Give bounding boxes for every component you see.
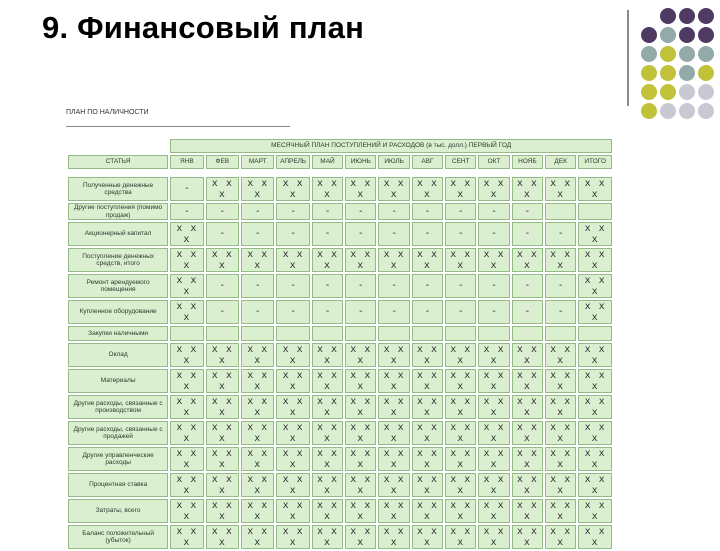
table-cell: x x x xyxy=(445,177,476,201)
row-label: Другие поступления (помимо продаж) xyxy=(68,203,168,220)
table-cell: - xyxy=(312,222,343,246)
table-cell: x x x xyxy=(206,248,239,272)
table-row xyxy=(68,300,612,324)
table-cell: x x x xyxy=(276,177,309,201)
decor-dot xyxy=(679,27,695,43)
table-cell: x x x xyxy=(170,499,203,523)
table-cell: x x x xyxy=(276,525,309,549)
table-row xyxy=(68,421,612,445)
table-cell: - xyxy=(512,300,543,324)
table-cell: x x x xyxy=(170,248,203,272)
table-cell: x x x xyxy=(445,395,476,419)
table-cell xyxy=(378,326,409,341)
table-cell: x x x xyxy=(512,395,543,419)
table-cell: x x x xyxy=(170,473,203,497)
table-cell: x x x xyxy=(378,525,409,549)
table-cell: - xyxy=(478,274,509,298)
table-cell xyxy=(545,203,576,220)
table-cell: - xyxy=(378,300,409,324)
decor-dot xyxy=(698,103,714,119)
caption-underline xyxy=(66,126,290,127)
table-cell: x x x xyxy=(378,421,409,445)
decor-dot xyxy=(698,65,714,81)
decor-dot xyxy=(660,27,676,43)
table-cell: x x x xyxy=(378,369,409,393)
row-label: Другие расходы, связанные с производством xyxy=(68,395,168,419)
table-cell: x x x xyxy=(312,473,343,497)
table-cell: - xyxy=(241,222,274,246)
row-label: Процентная ставка xyxy=(68,473,168,497)
table-row xyxy=(68,222,612,246)
table-cell: - xyxy=(312,274,343,298)
table-cell: x x x xyxy=(445,343,476,367)
table-cell: x x x xyxy=(578,177,612,201)
table-cell: x x x xyxy=(345,343,376,367)
table-cell xyxy=(512,326,543,341)
decor-dot xyxy=(660,84,676,100)
table-cell: x x x xyxy=(276,395,309,419)
table-cell: x x x xyxy=(276,421,309,445)
table-cell xyxy=(578,203,612,220)
table-cell: x x x xyxy=(206,525,239,549)
table-cell: x x x xyxy=(241,447,274,471)
table-cell: x x x xyxy=(276,499,309,523)
row-label: Другие расходы, связанные с продажей xyxy=(68,421,168,445)
table-cell: x x x xyxy=(512,473,543,497)
table-cell: x x x xyxy=(412,499,443,523)
column-header: СТАТЬЯ xyxy=(68,155,168,169)
decor-dot xyxy=(660,46,676,62)
table-cell xyxy=(276,326,309,341)
table-cell: - xyxy=(545,274,576,298)
table-cell xyxy=(312,326,343,341)
decor-dot xyxy=(641,65,657,81)
table-cell: x x x xyxy=(378,177,409,201)
table-cell: x x x xyxy=(241,473,274,497)
table-cell: x x x xyxy=(206,473,239,497)
table-cell: x x x xyxy=(412,177,443,201)
table-cell: x x x xyxy=(578,300,612,324)
table-cell: x x x xyxy=(312,248,343,272)
table-cell: - xyxy=(206,203,239,220)
table-cell: - xyxy=(345,222,376,246)
table-row xyxy=(68,369,612,393)
table-cell: x x x xyxy=(545,525,576,549)
table-cell: x x x xyxy=(545,395,576,419)
decor-dot xyxy=(679,46,695,62)
table-cell: x x x xyxy=(412,447,443,471)
table-cell: x x x xyxy=(512,499,543,523)
table-cell: x x x xyxy=(312,499,343,523)
table-cell: - xyxy=(276,222,309,246)
table-cell: x x x xyxy=(578,222,612,246)
table-cell: - xyxy=(276,300,309,324)
table-row xyxy=(68,203,612,220)
table-cell: - xyxy=(378,222,409,246)
table-cell: - xyxy=(170,177,203,201)
table-cell: x x x xyxy=(412,343,443,367)
table-cell: - xyxy=(241,203,274,220)
table-cell: x x x xyxy=(412,369,443,393)
decor-dot xyxy=(698,46,714,62)
table-cell: - xyxy=(378,203,409,220)
table-cell: x x x xyxy=(478,343,509,367)
table-cell: x x x xyxy=(170,343,203,367)
column-header: ИЮНЬ xyxy=(345,155,376,169)
table-cell: x x x xyxy=(345,395,376,419)
table-cell: - xyxy=(478,203,509,220)
table-cell: x x x xyxy=(545,499,576,523)
table-cell: - xyxy=(345,203,376,220)
decor-dot xyxy=(679,103,695,119)
table-cell: - xyxy=(241,300,274,324)
table-spacer xyxy=(68,171,612,175)
table-cell: x x x xyxy=(445,447,476,471)
table-cell: - xyxy=(412,300,443,324)
table-cell: x x x xyxy=(578,248,612,272)
table-row xyxy=(68,525,612,549)
table-cell: x x x xyxy=(170,300,203,324)
table-cell: x x x xyxy=(312,177,343,201)
table-cell: x x x xyxy=(478,421,509,445)
table-cell: x x x xyxy=(578,274,612,298)
table-cell: x x x xyxy=(276,473,309,497)
table-row xyxy=(68,447,612,471)
table-cell: x x x xyxy=(478,499,509,523)
table-cell: x x x xyxy=(445,499,476,523)
table-cell: - xyxy=(345,300,376,324)
table-super-header: МЕСЯЧНЫЙ ПЛАН ПОСТУПЛЕНИЙ И РАСХОДОВ (в тыс. долл.) ПЕРВЫЙ ГОД xyxy=(170,139,612,153)
decor-dot xyxy=(641,103,657,119)
table-cell: - xyxy=(241,274,274,298)
table-cell: - xyxy=(512,203,543,220)
table-cell: x x x xyxy=(578,343,612,367)
table-cell: x x x xyxy=(578,525,612,549)
table-cell: - xyxy=(312,300,343,324)
table-cell: x x x xyxy=(545,447,576,471)
table-cell: x x x xyxy=(312,525,343,549)
table-cell: - xyxy=(478,222,509,246)
table-cell: x x x xyxy=(345,421,376,445)
table-cell: x x x xyxy=(545,177,576,201)
table-cell: - xyxy=(312,203,343,220)
table-cell: - xyxy=(412,203,443,220)
decor-dot xyxy=(698,8,714,24)
table-cell: - xyxy=(545,222,576,246)
table-cell: x x x xyxy=(512,525,543,549)
decor-dot xyxy=(679,65,695,81)
table-cell: x x x xyxy=(412,248,443,272)
table-cell: - xyxy=(445,300,476,324)
table-cell: x x x xyxy=(578,421,612,445)
table-cell xyxy=(578,326,612,341)
table-cell: x x x xyxy=(412,525,443,549)
table-cell: x x x xyxy=(241,395,274,419)
table-cell: x x x xyxy=(412,421,443,445)
table-cell: - xyxy=(445,203,476,220)
table-row xyxy=(68,326,612,341)
table-cell: x x x xyxy=(478,395,509,419)
table-cell: x x x xyxy=(545,473,576,497)
slide-title: 9. Финансовый план xyxy=(42,10,365,45)
table-cell: x x x xyxy=(512,369,543,393)
table-cell: x x x xyxy=(345,525,376,549)
table-row xyxy=(68,248,612,272)
table-cell: x x x xyxy=(345,248,376,272)
table-cell: x x x xyxy=(478,177,509,201)
table-cell xyxy=(545,326,576,341)
table-cell: x x x xyxy=(545,421,576,445)
table-cell: - xyxy=(512,274,543,298)
column-header: ФЕВ xyxy=(206,155,239,169)
decor-dot xyxy=(641,27,657,43)
table-cell: x x x xyxy=(345,177,376,201)
table-cell: x x x xyxy=(578,499,612,523)
table-caption: ПЛАН ПО НАЛИЧНОСТИ xyxy=(66,109,149,116)
table-cell: x x x xyxy=(578,473,612,497)
column-header: АПРЕЛЬ xyxy=(276,155,309,169)
table-cell: - xyxy=(412,222,443,246)
table-cell: x x x xyxy=(312,421,343,445)
row-label: Купленное оборудование xyxy=(68,300,168,324)
table-cell: - xyxy=(206,274,239,298)
table-cell: x x x xyxy=(578,447,612,471)
table-cell: - xyxy=(512,222,543,246)
table-cell: x x x xyxy=(276,343,309,367)
table-cell: x x x xyxy=(312,447,343,471)
table-cell: x x x xyxy=(378,499,409,523)
table-cell: x x x xyxy=(241,499,274,523)
table-cell: x x x xyxy=(378,473,409,497)
table-cell: - xyxy=(478,300,509,324)
decor-dot xyxy=(641,46,657,62)
table-cell: x x x xyxy=(445,421,476,445)
table-cell: x x x xyxy=(276,447,309,471)
row-label: Ремонт арендуемого помещения xyxy=(68,274,168,298)
table-row xyxy=(68,499,612,523)
table-cell: x x x xyxy=(170,421,203,445)
table-cell: - xyxy=(445,222,476,246)
cash-plan-table xyxy=(66,137,614,551)
table-cell: x x x xyxy=(206,369,239,393)
table-cell: x x x xyxy=(241,248,274,272)
table-row xyxy=(68,395,612,419)
row-label: Поступление денежных средств, итого xyxy=(68,248,168,272)
table-cell: x x x xyxy=(478,447,509,471)
table-cell: - xyxy=(345,274,376,298)
table-cell: x x x xyxy=(170,395,203,419)
table-cell: x x x xyxy=(512,248,543,272)
table-cell: x x x xyxy=(241,343,274,367)
table-cell: x x x xyxy=(445,248,476,272)
table-cell: x x x xyxy=(478,248,509,272)
decor-dot xyxy=(679,8,695,24)
table-cell: x x x xyxy=(206,447,239,471)
table-cell xyxy=(345,326,376,341)
table-cell: - xyxy=(412,274,443,298)
table-row xyxy=(68,343,612,367)
table-cell: x x x xyxy=(276,248,309,272)
table-cell: x x x xyxy=(378,343,409,367)
table-cell: x x x xyxy=(276,369,309,393)
column-header: МАРТ xyxy=(241,155,274,169)
row-label: Материалы xyxy=(68,369,168,393)
row-label: Акционерный капитал xyxy=(68,222,168,246)
table-cell xyxy=(445,326,476,341)
column-header: СЕНТ xyxy=(445,155,476,169)
row-label: Другие управленческие расходы xyxy=(68,447,168,471)
table-cell: x x x xyxy=(445,525,476,549)
table-cell: x x x xyxy=(206,395,239,419)
table-cell xyxy=(478,326,509,341)
table-cell: x x x xyxy=(241,369,274,393)
column-header: ИЮЛЬ xyxy=(378,155,409,169)
row-label: Затраты, всего xyxy=(68,499,168,523)
table-corner xyxy=(68,139,168,153)
table-cell: x x x xyxy=(170,369,203,393)
table-cell: x x x xyxy=(545,248,576,272)
table-cell: - xyxy=(545,300,576,324)
table-cell: x x x xyxy=(478,525,509,549)
column-header: ИТОГО xyxy=(578,155,612,169)
table-cell: x x x xyxy=(478,369,509,393)
table-cell: x x x xyxy=(378,248,409,272)
table-cell: x x x xyxy=(378,395,409,419)
table-cell: x x x xyxy=(206,421,239,445)
column-header: ДЕК xyxy=(545,155,576,169)
table-cell: x x x xyxy=(312,343,343,367)
table-cell xyxy=(241,326,274,341)
table-cell: - xyxy=(206,300,239,324)
table-cell: x x x xyxy=(445,369,476,393)
table-cell: - xyxy=(276,274,309,298)
table-cell: x x x xyxy=(241,421,274,445)
cash-plan-table-wrapper xyxy=(66,137,614,551)
table-cell: x x x xyxy=(206,177,239,201)
column-header: НОЯБ xyxy=(512,155,543,169)
table-cell: x x x xyxy=(378,447,409,471)
row-label: Закупки наличными xyxy=(68,326,168,341)
table-cell: x x x xyxy=(241,177,274,201)
decor-dot xyxy=(641,84,657,100)
decor-dot xyxy=(660,65,676,81)
table-cell: x x x xyxy=(241,525,274,549)
table-cell xyxy=(412,326,443,341)
table-cell: - xyxy=(378,274,409,298)
table-cell xyxy=(206,326,239,341)
table-cell: x x x xyxy=(545,369,576,393)
column-header: ЯНВ xyxy=(170,155,203,169)
table-cell: x x x xyxy=(170,447,203,471)
table-cell: x x x xyxy=(578,395,612,419)
table-cell: x x x xyxy=(206,343,239,367)
table-cell: x x x xyxy=(512,421,543,445)
table-cell: x x x xyxy=(545,343,576,367)
table-row xyxy=(68,274,612,298)
table-cell: x x x xyxy=(412,473,443,497)
table-cell: x x x xyxy=(170,274,203,298)
table-cell: x x x xyxy=(512,447,543,471)
table-cell xyxy=(170,326,203,341)
decor-dot xyxy=(679,84,695,100)
table-cell: x x x xyxy=(312,369,343,393)
table-cell: x x x xyxy=(412,395,443,419)
row-label: Баланс положительный (убыток) xyxy=(68,525,168,549)
table-cell: x x x xyxy=(345,369,376,393)
table-cell: x x x xyxy=(445,473,476,497)
table-row xyxy=(68,473,612,497)
table-cell: - xyxy=(276,203,309,220)
table-cell: x x x xyxy=(512,177,543,201)
table-row xyxy=(68,177,612,201)
table-cell: x x x xyxy=(206,499,239,523)
table-cell: x x x xyxy=(578,369,612,393)
table-cell: - xyxy=(170,203,203,220)
row-label: Оклад xyxy=(68,343,168,367)
decor-dot xyxy=(698,84,714,100)
table-cell: x x x xyxy=(478,473,509,497)
decor-dot xyxy=(698,27,714,43)
table-cell: x x x xyxy=(312,395,343,419)
table-cell: x x x xyxy=(170,525,203,549)
row-label: Полученные денежные средства xyxy=(68,177,168,201)
decor-dot xyxy=(660,8,676,24)
table-cell: x x x xyxy=(170,222,203,246)
table-cell: x x x xyxy=(345,447,376,471)
table-cell: - xyxy=(445,274,476,298)
column-header: АВГ xyxy=(412,155,443,169)
column-header: ОКТ xyxy=(478,155,509,169)
table-cell: x x x xyxy=(345,473,376,497)
table-cell: x x x xyxy=(512,343,543,367)
column-header: МАЙ xyxy=(312,155,343,169)
decor-dot xyxy=(660,103,676,119)
table-cell: - xyxy=(206,222,239,246)
table-cell: x x x xyxy=(345,499,376,523)
